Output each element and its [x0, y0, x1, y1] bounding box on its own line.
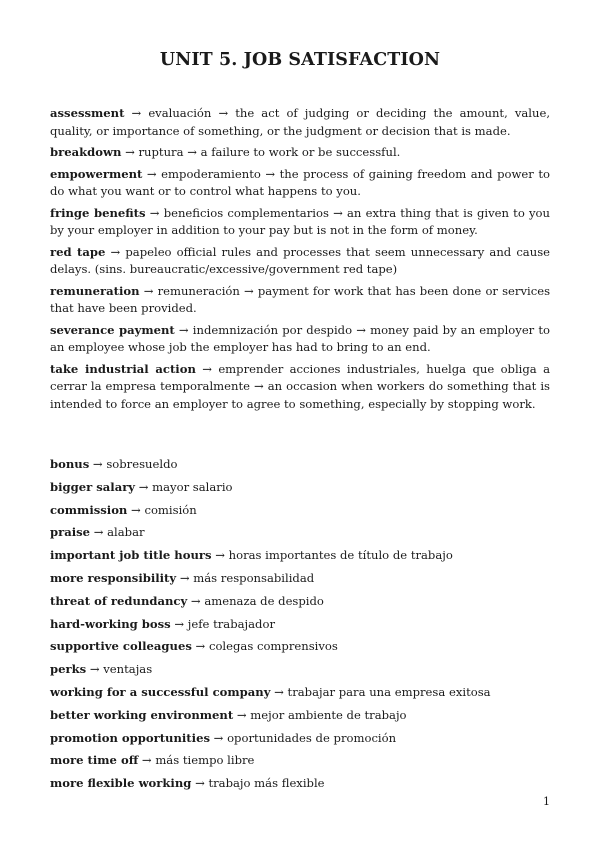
vocabulary-translation: comisión: [144, 502, 197, 517]
glossary-term: severance payment: [50, 322, 175, 337]
arrow-icon: →: [265, 166, 276, 181]
vocabulary-list: [50, 453, 491, 795]
arrow-icon: →: [195, 639, 206, 654]
vocabulary-term: supportive colleagues: [50, 639, 192, 654]
vocabulary-item: [50, 544, 491, 567]
arrow-icon: →: [356, 322, 366, 337]
glossary-term: empowerment: [50, 166, 143, 181]
glossary-entry: [50, 144, 550, 162]
vocabulary-item: [50, 613, 491, 636]
vocabulary-item: [50, 727, 491, 750]
page-number: 1: [543, 795, 550, 808]
vocabulary-item: [50, 453, 491, 476]
arrow-icon: →: [213, 730, 224, 745]
arrow-icon: →: [138, 479, 149, 494]
arrow-icon: →: [190, 593, 201, 608]
arrow-icon: →: [187, 145, 197, 159]
glossary-entry: [50, 205, 550, 240]
glossary-entry: [50, 244, 550, 279]
vocabulary-item: [50, 635, 491, 658]
glossary-section: [50, 105, 550, 417]
glossary-translation: papeleo official rules and processes that seem unnecessary and cause delays. (sins. bureaucratic/excessive/government red tape): [50, 244, 551, 276]
arrow-icon: →: [143, 283, 154, 298]
arrow-icon: →: [244, 283, 254, 298]
vocabulary-term: praise: [50, 525, 91, 540]
vocabulary-item: [50, 704, 491, 727]
glossary-entry: [50, 166, 550, 201]
glossary-definition: an extra thing that is given to you by your employer in addition to your pay but is not in the form of money.: [50, 205, 550, 237]
arrow-icon: →: [89, 662, 100, 677]
vocabulary-term: bigger salary: [50, 479, 136, 494]
glossary-definition: the process of gaining freedom and power to do what you want or to control what happens to you.: [50, 166, 550, 198]
vocabulary-term: working for a successful company: [50, 684, 271, 699]
vocabulary-term: more flexible working: [50, 776, 192, 791]
vocabulary-item: [50, 658, 491, 681]
arrow-icon: →: [149, 205, 160, 220]
arrow-icon: →: [146, 166, 157, 181]
glossary-definition: a failure to work or be successful.: [200, 145, 401, 159]
vocabulary-term: bonus: [50, 457, 90, 471]
arrow-icon: →: [125, 145, 135, 159]
arrow-icon: →: [178, 322, 189, 337]
glossary-entry: [50, 361, 550, 414]
vocabulary-translation: trabajo más flexible: [208, 776, 325, 791]
arrow-icon: →: [215, 548, 225, 563]
vocabulary-item: [50, 590, 491, 613]
vocabulary-translation: mejor ambiente de trabajo: [250, 707, 407, 722]
glossary-term: fringe benefits: [50, 205, 146, 220]
vocabulary-translation: más responsabilidad: [193, 570, 315, 585]
glossary-entry: [50, 283, 550, 318]
vocabulary-translation: ventajas: [103, 662, 153, 677]
vocabulary-term: better working environment: [50, 707, 234, 722]
arrow-icon: →: [254, 379, 264, 393]
glossary-translation: empoderamiento: [161, 166, 261, 181]
arrow-icon: →: [93, 525, 104, 540]
glossary-term: red tape: [50, 244, 106, 259]
vocabulary-term: perks: [50, 662, 87, 677]
vocabulary-item: [50, 476, 491, 499]
glossary-definition: payment for work that has been done or services that have been provided.: [50, 283, 551, 315]
vocabulary-item: [50, 772, 491, 795]
vocabulary-translation: amenaza de despido: [204, 593, 324, 608]
arrow-icon: →: [274, 684, 284, 699]
arrow-icon: →: [174, 616, 185, 631]
vocabulary-term: important job title hours: [50, 548, 212, 563]
glossary-term: assessment: [50, 106, 125, 120]
vocabulary-term: more time off: [50, 753, 139, 768]
vocabulary-translation: horas importantes de título de trabajo: [228, 548, 453, 563]
vocabulary-term: more responsibility: [50, 570, 177, 585]
vocabulary-item: [50, 521, 491, 544]
vocabulary-translation: sobresueldo: [106, 457, 178, 471]
arrow-icon: →: [141, 753, 152, 768]
glossary-term: take industrial action: [50, 361, 196, 376]
arrow-icon: →: [333, 205, 343, 220]
vocabulary-term: threat of redundancy: [50, 593, 188, 608]
vocabulary-item: [50, 499, 491, 522]
vocabulary-translation: mayor salario: [152, 479, 233, 494]
arrow-icon: →: [202, 361, 212, 376]
glossary-translation: emprender acciones industriales, huelga que obliga a cerrar la empresa temporalmente: [50, 361, 550, 393]
vocabulary-term: promotion opportunities: [50, 730, 210, 745]
vocabulary-translation: jefe trabajador: [187, 616, 275, 631]
arrow-icon: →: [131, 106, 142, 120]
glossary-entry: [50, 322, 550, 357]
arrow-icon: →: [236, 707, 247, 722]
vocabulary-translation: alabar: [107, 525, 145, 540]
arrow-icon: →: [110, 244, 121, 259]
glossary-term: breakdown: [50, 145, 122, 159]
glossary-translation: beneficios complementarios: [163, 205, 329, 220]
arrow-icon: →: [92, 457, 103, 471]
glossary-entry: [50, 105, 550, 140]
vocabulary-item: [50, 567, 491, 590]
arrow-icon: →: [179, 570, 190, 585]
vocabulary-translation: trabajar para una empresa exitosa: [287, 684, 491, 699]
glossary-term: remuneration: [50, 283, 140, 298]
vocabulary-translation: más tiempo libre: [155, 753, 255, 768]
vocabulary-term: hard-working boss: [50, 616, 171, 631]
glossary-definition: money paid by an employer to an employee whose job the employer has had to bring to an end.: [50, 322, 550, 354]
vocabulary-term: commission: [50, 502, 128, 517]
arrow-icon: →: [218, 106, 229, 120]
glossary-translation: remuneración: [157, 283, 240, 298]
vocabulary-item: [50, 749, 491, 772]
glossary-translation: ruptura: [138, 145, 184, 159]
vocabulary-translation: colegas comprensivos: [208, 639, 338, 654]
vocabulary-translation: oportunidades de promoción: [227, 730, 397, 745]
page-title: UNIT 5. JOB SATISFACTION: [159, 50, 441, 70]
arrow-icon: →: [195, 776, 205, 791]
glossary-definition: an occasion when workers do something that is intended to force an employer to agree to something, especially by stopping work.: [50, 379, 551, 411]
glossary-translation: indemnización por despido: [192, 322, 353, 337]
arrow-icon: →: [131, 502, 141, 517]
vocabulary-item: [50, 681, 491, 704]
glossary-definition: the act of judging or deciding the amount, value, quality, or importance of something, or the judgment or decision that is made.: [50, 106, 551, 138]
glossary-translation: evaluación: [148, 106, 212, 120]
